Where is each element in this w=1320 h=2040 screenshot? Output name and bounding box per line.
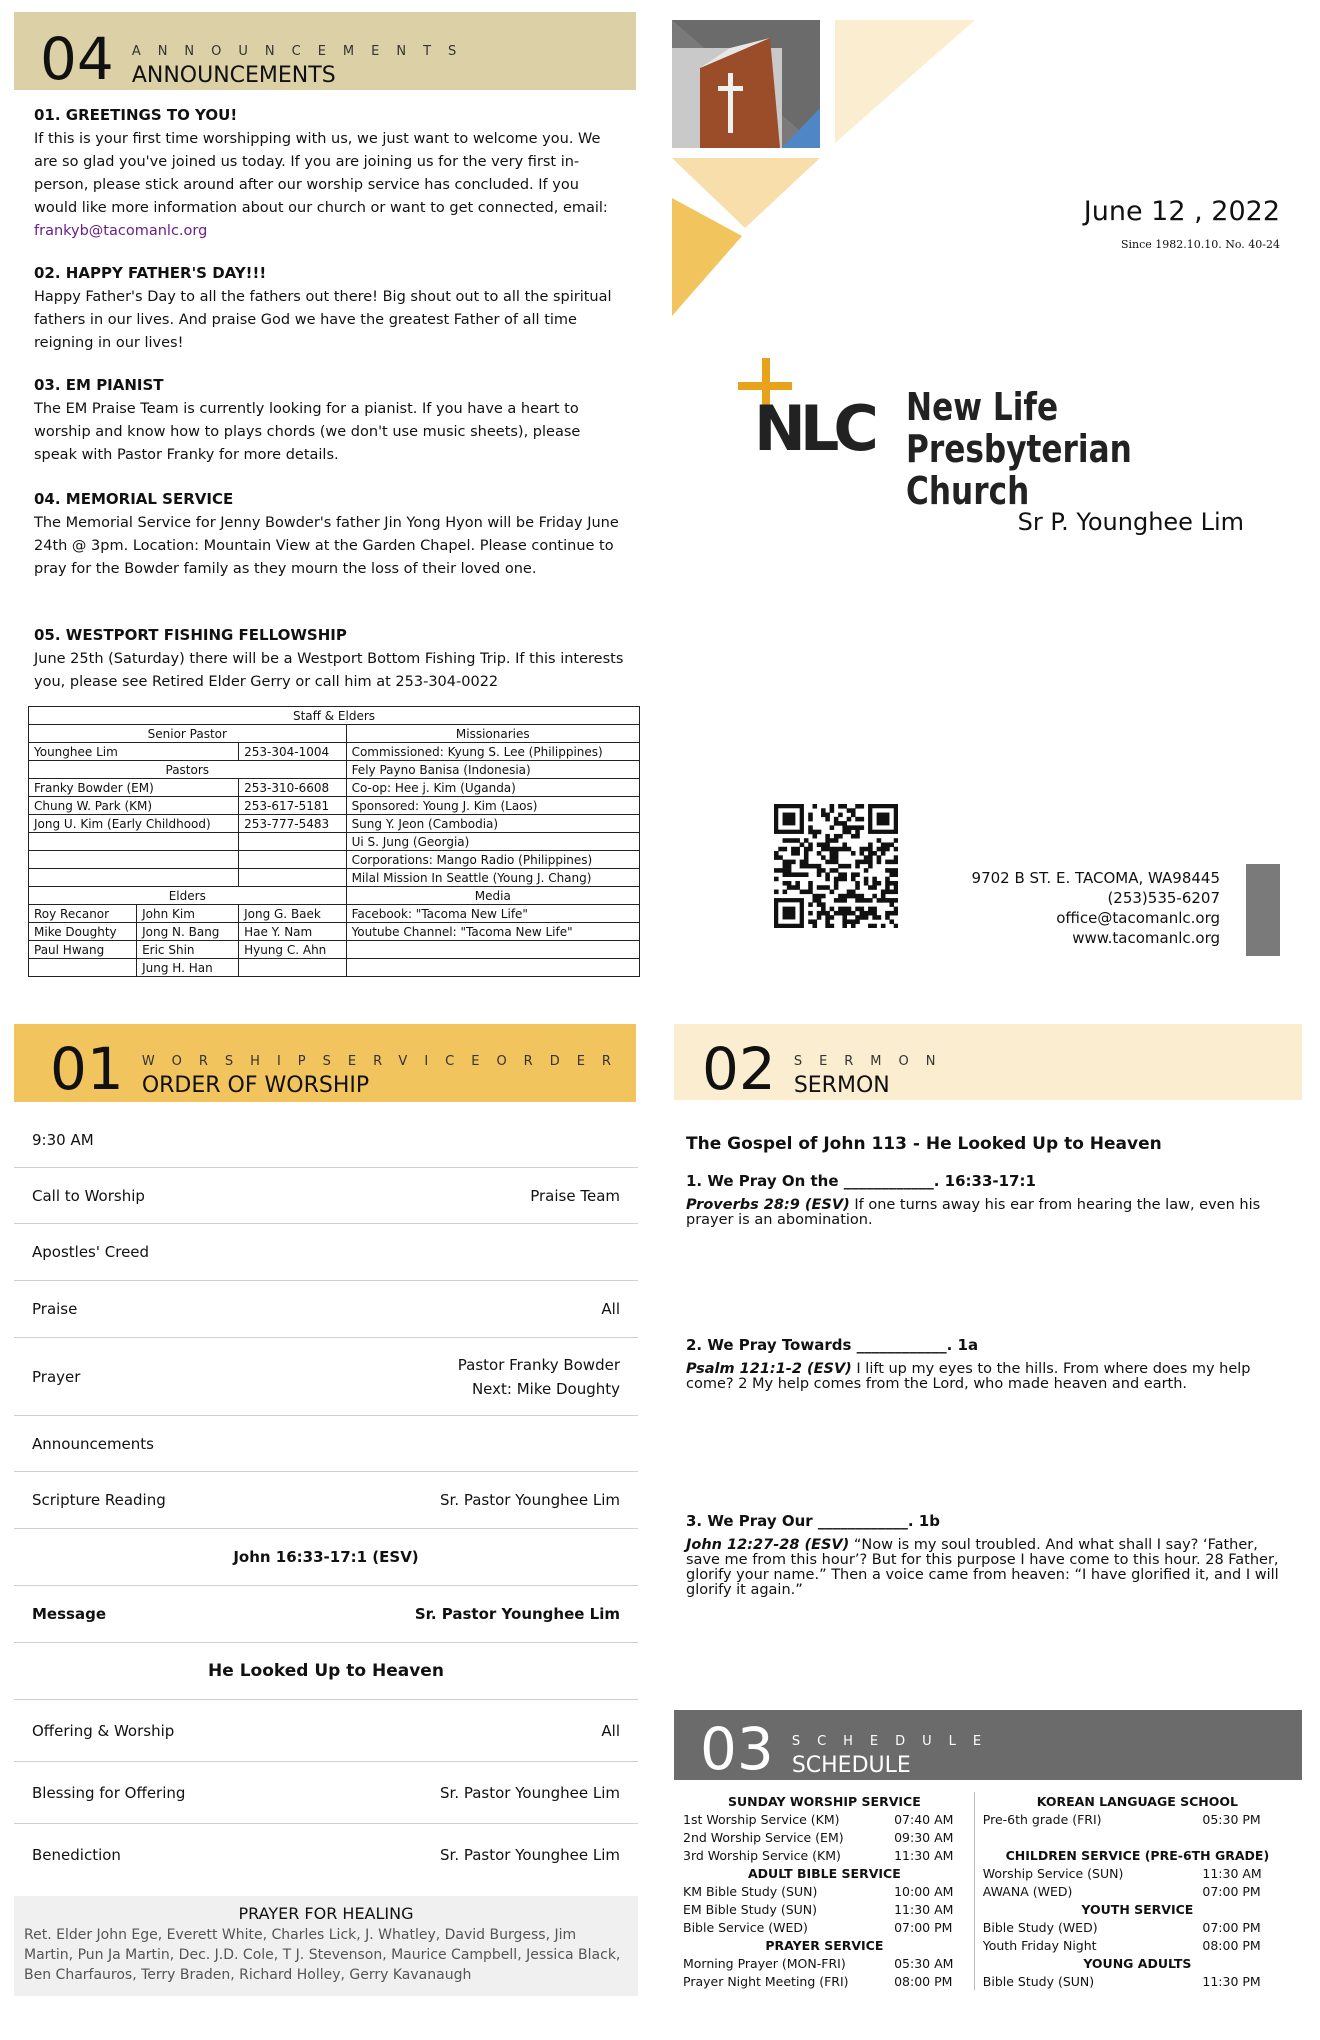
announcement-text: Happy Father's Day to all the fathers out there! Big shout out to all the spiritual fathers in our lives. And praise God we have the greatest Father of all time reigning in our lives! (34, 289, 612, 351)
staff-elders-table (28, 706, 640, 977)
missionary: Milal Mission In Seattle (Young J. Chang) (346, 869, 639, 887)
worship-row (14, 1824, 638, 1886)
sermon-point-1 (686, 1172, 1286, 1228)
elder-name: Hae Y. Nam (239, 923, 346, 941)
contact-info (972, 868, 1220, 948)
worship-item: Scripture Reading (32, 1491, 166, 1509)
contact-email-link[interactable]: frankyb@tacomanlc.org (34, 223, 208, 239)
worship-row (14, 1338, 638, 1416)
worship-row (14, 1762, 638, 1824)
schedule-time: 11:30 AM (1202, 1865, 1262, 1881)
schedule-time: 07:00 PM (1202, 1883, 1261, 1899)
schedule-row (675, 1954, 1300, 1972)
sermon-section-title: SERMON (793, 1073, 890, 1098)
schedule-event: Bible Study (SUN) (974, 1972, 1194, 1990)
schedule-category: KOREAN LANGUAGE SCHOOL (974, 1792, 1300, 1810)
schedule-row (675, 1882, 1300, 1900)
schedule-time: 08:00 PM (894, 1973, 953, 1989)
schedule-event: Bible Study (WED) (974, 1918, 1194, 1936)
prayer-names: Ret. Elder John Ege, Everett White, Charles Lick, J. Whatley, David Burgess, Jim Martin, Pun Ja Martin, Dec. J.D. Cole, T J. Stevenson, Maurice Campbell, Jessica Black, Ben Charfauros, Terry Braden, Richard Holley, Gerry Kavanaugh (24, 1927, 621, 1983)
announcement-3 (34, 376, 624, 467)
scripture-ref: Proverbs 28:9 (ESV) (686, 1197, 850, 1213)
missionary: Fely Payno Banisa (Indonesia) (346, 761, 639, 779)
missionary: Ui S. Jung (Georgia) (346, 833, 639, 851)
announcement-4 (34, 490, 624, 581)
gold-triangle-shape (672, 198, 742, 316)
schedule-time: 07:00 PM (894, 1919, 953, 1935)
announcement-2 (34, 264, 624, 355)
schedule-time: 11:30 AM (894, 1901, 954, 1917)
scripture-text: I lift up my eyes to the hills. From where does my help come? 2 My help comes from the Lord, who made heaven and earth. (686, 1361, 1251, 1392)
church-name-line-2: Presbyterian Church (906, 427, 1132, 513)
missionary: Co-op: Hee j. Kim (Uganda) (346, 779, 639, 797)
missionaries-heading: Missionaries (346, 725, 639, 743)
logo-letters: NLC (754, 392, 873, 465)
missionary: Commissioned: Kyung S. Lee (Philippines) (346, 743, 639, 761)
cross-icon (728, 73, 733, 133)
worship-header (50, 1035, 628, 1103)
announcements-header (40, 22, 474, 93)
sermon-header (702, 1035, 953, 1103)
cover-pastor-name: Sr P. Younghee Lim (1017, 508, 1244, 536)
announcement-heading: 05. WESTPORT FISHING FELLOWSHIP (34, 626, 347, 644)
schedule-event: AWANA (WED) (974, 1882, 1194, 1900)
worship-leader: Pastor Franky Bowder (457, 1355, 620, 1374)
schedule-row (675, 1864, 1300, 1882)
announcements-spaced-label: ANNOUNCEMENTS (131, 44, 474, 59)
worship-title: ORDER OF WORSHIP (141, 1073, 370, 1098)
schedule-event: KM Bible Study (SUN) (683, 1883, 818, 1899)
worship-row (14, 1281, 638, 1338)
worship-number: 01 (50, 1035, 124, 1103)
announcement-heading: 01. GREETINGS TO YOU! (34, 106, 238, 124)
schedule-event: 2nd Worship Service (EM) (683, 1829, 844, 1845)
schedule-row (675, 1900, 1300, 1918)
worship-item: Praise (32, 1300, 78, 1318)
schedule-table (675, 1792, 1300, 1990)
elder-name: Mike Doughty (29, 923, 137, 941)
worship-leader: Praise Team (530, 1186, 620, 1205)
schedule-event: Prayer Night Meeting (FRI) (683, 1973, 849, 1989)
schedule-category: CHILDREN SERVICE (PRE-6TH GRADE) (974, 1846, 1300, 1864)
schedule-time: 05:30 AM (894, 1955, 954, 1971)
announcement-text: June 25th (Saturday) there will be a Westport Bottom Fishing Trip. If this interests you, please see Retired Elder Gerry or call him at 253-304-0022 (34, 651, 624, 690)
missionary: Sung Y. Jeon (Cambodia) (346, 815, 639, 833)
worship-time: 9:30 AM (32, 1130, 94, 1149)
pastor-phone: 253-310-6608 (239, 779, 346, 797)
sermon-spaced-label: SERMON (793, 1054, 953, 1069)
scripture-text: If one turns away his ear from hearing the law, even his prayer is an abomination. (686, 1197, 1261, 1228)
schedule-number: 03 (700, 1715, 774, 1783)
sermon-point-title: 3. We Pray Our ____________. 1b (686, 1512, 940, 1530)
schedule-row (675, 1792, 1300, 1810)
schedule-row (675, 1810, 1300, 1828)
schedule-header (700, 1715, 999, 1783)
cover-since-number: Since 1982.10.10. No. 40-24 (1120, 238, 1280, 251)
worship-row (14, 1586, 638, 1643)
schedule-row (675, 1936, 1300, 1954)
worship-row (14, 1472, 638, 1529)
worship-leader-next: Next: Mike Doughty (471, 1379, 620, 1398)
schedule-category: YOUTH SERVICE (974, 1900, 1300, 1918)
elder-name: Jong G. Baek (239, 905, 346, 923)
sermon-point-title: 2. We Pray Towards ____________. 1a (686, 1336, 979, 1354)
worship-spaced-label: WORSHIPSERVICEORDER (141, 1054, 628, 1069)
staff-table-title: Staff & Elders (29, 707, 640, 725)
announcements-title: ANNOUNCEMENTS (131, 63, 336, 88)
schedule-event: Youth Friday Night (974, 1936, 1194, 1954)
media-heading: Media (346, 887, 639, 905)
worship-row (14, 1168, 638, 1224)
schedule-category: SUNDAY WORSHIP SERVICE (728, 1793, 921, 1809)
schedule-category: YOUNG ADULTS (974, 1954, 1300, 1972)
email[interactable]: office@tacomanlc.org (1056, 909, 1220, 927)
schedule-time (1194, 1828, 1300, 1846)
announcement-heading: 02. HAPPY FATHER'S DAY!!! (34, 264, 267, 282)
schedule-event: 3rd Worship Service (KM) (683, 1847, 841, 1863)
senior-pastor-phone: 253-304-1004 (239, 743, 346, 761)
announcements-number: 04 (40, 25, 114, 93)
announcement-text: The Memorial Service for Jenny Bowder's father Jin Yong Hyon will be Friday June 24th @ 3pm. Location: Mountain View at the Garden Chapel. Please continue to pray for the Bowder family as they mourn the loss of their loved one. (34, 515, 619, 577)
worship-time-row (14, 1112, 638, 1168)
schedule-time: 08:00 PM (1202, 1937, 1261, 1953)
gray-accent-bar (1246, 864, 1280, 956)
announcement-1 (34, 106, 624, 243)
church-logo (738, 358, 873, 468)
church-name-line-1: New Life (906, 385, 1059, 429)
pastor-phone: 253-617-5181 (239, 797, 346, 815)
schedule-time: 09:30 AM (894, 1829, 954, 1845)
elder-name: Eric Shin (137, 941, 239, 959)
schedule-time: 11:30 PM (1202, 1973, 1261, 1989)
sermon-heading: The Gospel of John 113 - He Looked Up to Heaven (686, 1134, 1162, 1154)
sermon-point-title: 1. We Pray On the ____________. 16:33-17:1 (686, 1172, 1036, 1190)
church-name (906, 386, 1245, 512)
worship-leader: Sr. Pastor Younghee Lim (440, 1846, 620, 1864)
pastor-name: Franky Bowder (EM) (29, 779, 239, 797)
worship-row (14, 1643, 638, 1700)
pastor-name: Jong U. Kim (Early Childhood) (29, 815, 239, 833)
sermon-point-3 (686, 1512, 1286, 1598)
scripture-ref: Psalm 121:1-2 (ESV) (686, 1361, 852, 1377)
schedule-event: Pre-6th grade (FRI) (974, 1810, 1194, 1828)
worship-item: Prayer (32, 1367, 81, 1386)
worship-item: Blessing for Offering (32, 1783, 186, 1802)
announcement-heading: 03. EM PIANIST (34, 376, 164, 394)
qr-code-icon (774, 804, 898, 928)
scripture-ref: John 12:27-28 (ESV) (686, 1537, 850, 1553)
elders-heading: Elders (29, 887, 347, 905)
worship-row (14, 1416, 638, 1472)
elder-name: Hyung C. Ahn (239, 941, 346, 959)
schedule-event: Worship Service (SUN) (974, 1864, 1194, 1882)
sermon-number: 02 (702, 1035, 776, 1103)
worship-leader: All (601, 1721, 620, 1740)
worship-item: Benediction (32, 1846, 121, 1864)
website[interactable]: www.tacomanlc.org (1072, 929, 1220, 947)
worship-item: Message (32, 1605, 106, 1623)
schedule-category: ADULT BIBLE SERVICE (748, 1865, 901, 1881)
sermon-point-2 (686, 1336, 1286, 1392)
cover-date: June 12 , 2022 (1083, 196, 1280, 227)
prayer-title: PRAYER FOR HEALING (238, 1904, 414, 1923)
elder-name: Paul Hwang (29, 941, 137, 959)
schedule-title: SCHEDULE (791, 1753, 911, 1778)
senior-pastor-name: Younghee Lim (29, 743, 239, 761)
worship-item: Apostles' Creed (32, 1243, 150, 1261)
pastor-name: Chung W. Park (KM) (29, 797, 239, 815)
media-item: Facebook: "Tacoma New Life" (346, 905, 639, 923)
logo-cross-bar (738, 382, 792, 390)
sermon-title: He Looked Up to Heaven (208, 1661, 444, 1681)
elder-name: Roy Recanor (29, 905, 137, 923)
prayer-for-healing-box (14, 1896, 638, 1996)
worship-leader: Sr. Pastor Younghee Lim (440, 1783, 620, 1802)
worship-leader: All (601, 1300, 620, 1318)
worship-row (14, 1224, 638, 1281)
schedule-time: 11:30 AM (894, 1847, 954, 1863)
schedule-time: 07:40 AM (894, 1811, 954, 1827)
schedule-row (675, 1828, 1300, 1846)
worship-row (14, 1529, 638, 1586)
cross-bar (718, 86, 743, 91)
schedule-spaced-label: SCHEDULE (791, 1734, 999, 1749)
pastors-heading: Pastors (29, 761, 347, 779)
schedule-event: Morning Prayer (MON-FRI) (683, 1955, 846, 1971)
schedule-time: 10:00 AM (894, 1883, 954, 1899)
worship-item: Announcements (32, 1434, 154, 1453)
scripture-reference: John 16:33-17:1 (ESV) (233, 1548, 419, 1566)
worship-row (14, 1700, 638, 1762)
elder-name: John Kim (137, 905, 239, 923)
elder-name: Jung H. Han (137, 959, 239, 977)
pastor-phone: 253-777-5483 (239, 815, 346, 833)
worship-leader: Sr. Pastor Younghee Lim (440, 1491, 620, 1509)
schedule-row (675, 1846, 1300, 1864)
announcement-5 (34, 626, 624, 694)
schedule-row (675, 1972, 1300, 1990)
announcement-text: If this is your first time worshipping with us, we just want to welcome you. We are so glad you've joined us today. If you are joining us for the very first in-person, please stick around after our worship service has concluded. If you would like more information about our church or want to get connected, email: (34, 131, 608, 216)
worship-item: Call to Worship (32, 1186, 145, 1205)
schedule-time: 07:00 PM (1202, 1919, 1261, 1935)
schedule-event (974, 1828, 1194, 1846)
announcement-heading: 04. MEMORIAL SERVICE (34, 490, 234, 508)
cream-triangle-shape (835, 20, 975, 143)
schedule-category: PRAYER SERVICE (765, 1937, 884, 1953)
missionary: Corporations: Mango Radio (Philippines) (346, 851, 639, 869)
schedule-event: EM Bible Study (SUN) (683, 1901, 818, 1917)
elder-name: Jong N. Bang (137, 923, 239, 941)
worship-leader: Sr. Pastor Younghee Lim (414, 1605, 620, 1623)
announcement-text: The EM Praise Team is currently looking for a pianist. If you have a heart to worship and know how to plays chords (we don't use music sheets), please speak with Pastor Franky for more details. (34, 401, 581, 463)
media-item: Youtube Channel: "Tacoma New Life" (346, 923, 639, 941)
schedule-time: 05:30 PM (1202, 1811, 1261, 1827)
missionary: Sponsored: Young J. Kim (Laos) (346, 797, 639, 815)
address: 9702 B ST. E. TACOMA, WA98445 (971, 869, 1220, 887)
scripture-text: “Now is my soul troubled. And what shall I say? ‘Father, save me from this hour’? But for this purpose I have come to this hour. 28 Father, glorify your name.” Then a voice came from heaven: “I have glorified it, and I will glorify it again.” (686, 1537, 1279, 1598)
worship-item: Offering & Worship (32, 1721, 175, 1740)
cover-geometric-art (670, 18, 1000, 318)
phone: (253)535-6207 (1107, 889, 1220, 907)
senior-pastor-heading: Senior Pastor (29, 725, 347, 743)
schedule-event: Bible Service (WED) (683, 1919, 808, 1935)
schedule-row (675, 1918, 1300, 1936)
schedule-event: 1st Worship Service (KM) (683, 1811, 840, 1827)
